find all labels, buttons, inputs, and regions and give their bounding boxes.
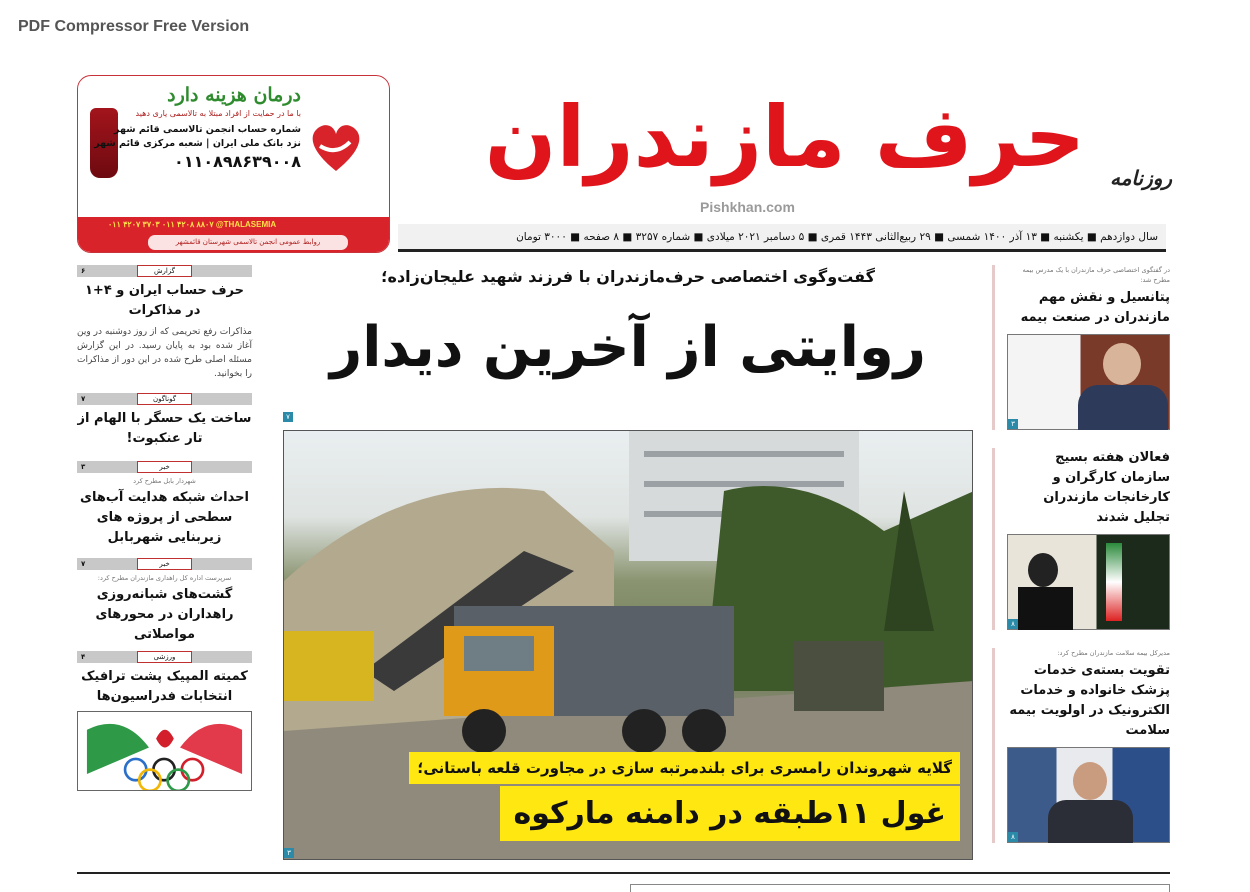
- page-badge: ۸: [1008, 619, 1018, 629]
- story-title: ساخت یک حسگر با الهام از تار عنکبوت!: [77, 411, 252, 446]
- newspaper-logo: حرف مازندران: [484, 88, 1086, 186]
- story-kicker: شهردار بابل مطرح کرد: [133, 477, 196, 485]
- page-number: ۷: [81, 395, 86, 403]
- section-bar: [77, 393, 252, 405]
- section-label: خبر: [137, 461, 192, 473]
- photo-caption-kicker: گلایه شهروندان رامسری برای بلندمرتبه سازی در مجاورت قلعه باستانی؛: [409, 752, 960, 784]
- section-bar: [77, 651, 252, 663]
- advertisement[interactable]: [77, 75, 390, 253]
- right-story[interactable]: [992, 648, 1170, 843]
- left-story[interactable]: [77, 393, 252, 449]
- story-photo: [1007, 334, 1170, 430]
- story-kicker: مدیرکل بیمه سلامت مازندران مطرح کرد:: [1057, 649, 1170, 657]
- right-story[interactable]: [992, 265, 1170, 430]
- story-kicker: سرپرست اداره کل راهداری مازندران مطرح کرد:: [97, 574, 232, 582]
- ad-account-number: ۰۱۱۰۸۹۸۶۳۹۰۰۸: [174, 152, 301, 171]
- story-photo: [1007, 747, 1170, 843]
- site-watermark: Pishkhan.com: [700, 199, 795, 215]
- ad-title: درمان هزینه دارد: [167, 84, 301, 106]
- left-column: [77, 265, 252, 791]
- story-title: تقویت بسته‌ی خدمات پزشک خانواده و خدمات الکترونیک در اولویت بیمه سلامت: [1009, 663, 1170, 738]
- main-headline[interactable]: روایتی از آخرین دیدار: [329, 315, 927, 380]
- photo-caption-title[interactable]: غول ۱۱طبقه در دامنه مارکوه: [500, 786, 960, 841]
- ad-line: با ما در حمایت از افراد مبتلا به تالاسمی یاری دهید: [135, 109, 301, 118]
- story-title: پتانسیل و نقش مهم مازندران در صنعت بیمه: [1020, 290, 1170, 325]
- page-number: ۷: [81, 560, 86, 568]
- section-bar: [77, 558, 252, 570]
- ad-account-line: نزد بانک ملی ایران | شعبه مرکزی قائم شهر: [94, 138, 301, 149]
- page-badge: ۷: [283, 412, 293, 422]
- right-story[interactable]: [992, 448, 1170, 630]
- section-bar: [77, 265, 252, 277]
- page-badge: ۳: [284, 848, 294, 858]
- left-story[interactable]: [77, 265, 252, 381]
- right-column: [992, 265, 1170, 861]
- page-badge: ۸: [1008, 832, 1018, 842]
- section-label: ورزشی: [137, 651, 192, 663]
- left-story[interactable]: [77, 461, 252, 548]
- story-title: گشت‌های شبانه‌روزی راهداران در محورهای مواصلاتی: [95, 587, 234, 642]
- page-number: ۳: [81, 463, 86, 471]
- logo-subtitle: روزنامه: [1110, 166, 1173, 190]
- ad-account: [89, 123, 301, 151]
- section-label: خبر: [137, 558, 192, 570]
- page-number: ۶: [81, 267, 86, 275]
- pdf-watermark: PDF Compressor Free Version: [18, 18, 250, 35]
- main-kicker: گفت‌وگوی اختصاصی حرف‌مازندران با فرزند شهید علیجان‌زاده؛: [381, 267, 875, 286]
- date-bar: سال دوازدهم ■ یکشنبه ■ ۱۳ آذر ۱۴۰۰ شمسی ■ ۲۹ ربیع‌الثانی ۱۴۴۳ قمری ■ ۵ دسامبر ۲۰۲۱ میلادی ■ شماره ۳۲۵۷ ■ ۸ صفحه ■ ۳۰۰۰ تومان: [398, 224, 1166, 252]
- heart-icon: [306, 116, 366, 176]
- story-photo: [1007, 534, 1170, 630]
- page-number: ۴: [81, 653, 86, 661]
- section-label: گوناگون: [137, 393, 192, 405]
- story-title: کمیته المپیک پشت ترافیک انتخابات فدراسیون‌ها: [81, 669, 248, 704]
- ad-footer: [78, 217, 389, 253]
- story-title: احداث شبکه هدایت آب‌های سطحی از پروژه های زیربنایی شهربابل: [80, 490, 249, 545]
- bottom-section-edge: [630, 884, 1170, 892]
- divider: [77, 872, 1170, 874]
- page-badge: ۳: [1008, 419, 1018, 429]
- ad-text-block: [89, 82, 301, 173]
- ad-account-line: شماره حساب انجمن تالاسمی قائم شهر: [114, 124, 301, 135]
- section-label: گزارش: [137, 265, 192, 277]
- story-body: مذاکرات رفع تحریمی که از روز دوشنبه در وین آغاز شده بود به پایان رسید. در این گزارش مسئله اصلی طرح شده در این دور از مذاکرات را بخوانید.: [77, 327, 252, 379]
- left-story[interactable]: [77, 651, 252, 791]
- ad-phones: ۰۱۱ ۴۲۰۷ ۳۷۰۳ ۰۱۱ ۴۲۰۸ ۸۸۰۷ @THALASEMIA: [108, 220, 277, 229]
- ad-web: روابط عمومی انجمن تالاسمی شهرستان قائمشهر: [148, 235, 348, 250]
- left-story[interactable]: [77, 558, 252, 645]
- story-title: فعالان هفته بسیج سازمان کارگران و کارخانجات مازندران تجلیل شدند: [1043, 450, 1170, 525]
- story-kicker: در گفتگوی اختصاصی حرف مازندران با یک مدرس بیمه مطرح شد:: [1022, 266, 1170, 284]
- olympic-logo-image: [77, 711, 252, 791]
- story-title: حرف حساب ایران و ۴+۱ در مذاکرات: [84, 283, 245, 318]
- section-bar: [77, 461, 252, 473]
